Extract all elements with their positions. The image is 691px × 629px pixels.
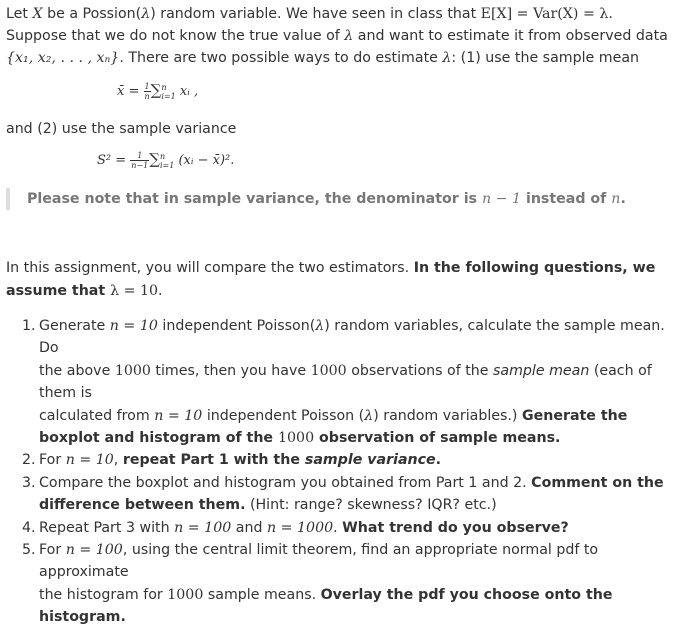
intro-line-2: Suppose that we do not know the true value of λ and want to estimate it from observed data <box>6 28 668 44</box>
question-4: 4. Repeat Part 3 with n = 100 and n = 1000. What trend do you observe? <box>22 519 569 536</box>
sum-limits: n i=1 <box>161 82 176 101</box>
sample-mean-equation: x̄ = $\frac{1}{n}$ ∑ n i=1 xᵢ , <box>117 81 199 101</box>
denominator-note: Please note that in sample variance, the denominator is n − 1 instead of n. <box>27 191 626 207</box>
fraction: $\frac{1}{n-1}$ <box>131 151 149 170</box>
sample-variance-intro: and (2) use the sample variance <box>6 121 237 137</box>
blockquote-bar <box>6 188 10 210</box>
intro-line-3: {x₁, x₂, . . . , xₙ}. There are two possible ways to do estimate λ: (1) use the sample mean <box>6 50 640 66</box>
assignment-line-2: assume that λ = 10. <box>6 283 163 299</box>
question-list <box>0 315 691 629</box>
assignment-line-1: In this assignment, you will compare the two estimators. In the following questions, we <box>6 260 656 276</box>
question-1: 1. Generate n = 10 independent Poisson(λ) random variables, calculate the sample mean. Do the above 1000 times, then you have 1000 observations of the sample mean (each of them is calculated from n = 10 independent Poisson (λ) random variables.) Generate the boxplot and histogram of the 1000 observation of sample means. <box>22 318 665 447</box>
question-2: 2. For n = 10, repeat Part 1 with the sample variance. <box>22 452 442 469</box>
sample-variance-equation: S² = $\frac{1}{n-1}$ ∑ n i=1 (xᵢ − x̄)². <box>97 150 235 170</box>
fraction: $\frac{1}{n}$ <box>144 82 150 101</box>
sum-limits: n i=1 <box>159 151 175 170</box>
question-5: 5. For n = 100, using the central limit theorem, find an appropriate normal pdf to approximate the histogram for 1000 sample means. Overlay the pdf you choose onto the histogram. <box>22 542 613 626</box>
question-3: 3. Compare the boxplot and histogram you obtained from Part 1 and 2. Comment on the difference between them. (Hint: range? skewness? IQR? etc.) <box>22 474 664 514</box>
intro-line-1: Let X be a Possion(λ) random variable. We have seen in class that E[X] = Var(X) = λ. <box>6 6 613 22</box>
